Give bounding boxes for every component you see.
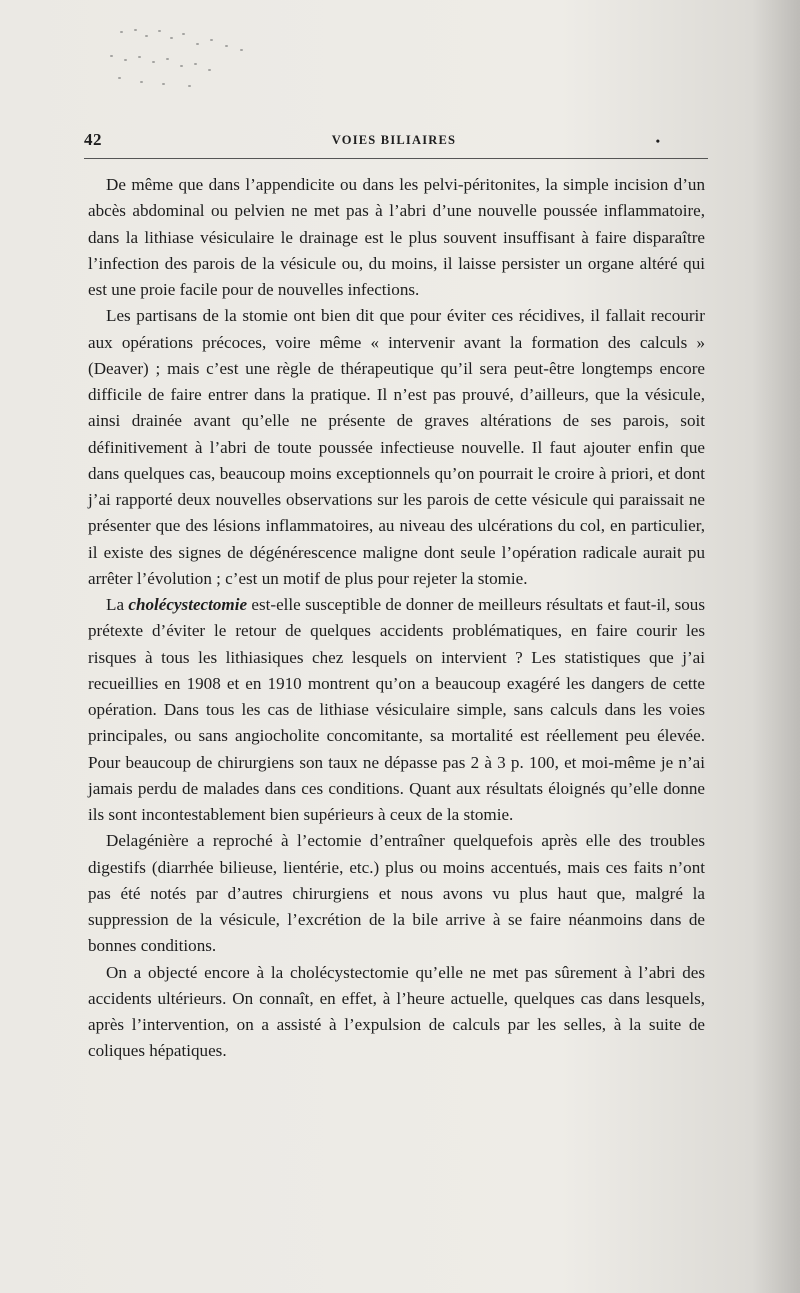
header-rule: [84, 158, 708, 159]
running-head-title: VOIES BILIAIRES: [331, 133, 457, 147]
paragraph-2: Les partisans de la stomie ont bien dit que pour éviter ces récidives, il fallait recourir aux opérations précoces, voire même « intervenir avant la formation des calculs » (Deaver) ; mais c’est une règle de thérapeutique qu’il sera peut-être longtemps encore difficile de faire entrer dans la pratique. Il n’est pas prouvé, d’ailleurs, que la vésicule, ainsi drainée avant qu’elle ne présente de graves altérations de ses parois, soit définitivement à l’abri de toute poussée infectieuse nouvelle. Il faut ajouter enfin que dans quelques cas, beaucoup moins exceptionnels qu’on pourrait le croire à priori, et dont j’ai rapporté deux nouvelles observations sur les parois de cette vésicule qui paraissait ne présenter que des lésions inflammatoires, au niveau des ulcérations du col, en particulier, il existe des signes de dégénérescence maligne dont seule l’opération radicale aurait pu arrêter l’évolution ; c’est un motif de plus pour rejeter la stomie.: [88, 306, 705, 588]
paragraph-4: Delagénière a reproché à l’ectomie d’entraîner quelquefois après elle des troubles digestifs (diarrhée bilieuse, lientérie, etc.) plus ou moins accentués, mais ces faits n’ont pas été notés par d’autres chirurgiens et nous avons vu plus haut que, malgré la suppression de la vésicule, l’excrétion de la bile arrive à se faire néanmoins dans de bonnes conditions.: [88, 831, 705, 956]
body-text: [88, 172, 705, 1065]
emphasized-term: cholécystectomie: [128, 595, 248, 614]
paragraph-1: De même que dans l’appendicite ou dans les pelvi-péritonites, la simple incision d’un abcès abdominal ou pelvien ne met pas à l’abri d’une nouvelle poussée inflammatoire, dans la lithiase vésiculaire le drainage est le plus souvent insuffisant à faire disparaître l’infection des parois de la vésicule ou, du moins, il laisse persister un organe altéré qui est une proie facile pour de nouvelles infections.: [88, 175, 705, 299]
paragraph-5: On a objecté encore à la cholécystectomie qu’elle ne met pas sûrement à l’abri des accidents ultérieurs. On connaît, en effet, à l’heure actuelle, quelques cas dans lesquels, après l’intervention, on a assisté à l’expulsion de calculs par les selles, à la suite de coliques hépatiques.: [88, 962, 705, 1061]
paragraph-3: La cholécystectomie est-elle susceptible de donner de meilleurs résultats et faut-il, sous prétexte d’éviter le retour de quelques accidents problématiques, en faire courir les risques à tous les lithiasiques chez lesquels on intervient ? Les statistiques que j’ai recueillies en 1908 et en 1910 montrent qu’on a beaucoup exagéré les dangers de cette opération. Dans tous les cas de lithiase vésiculaire simple, sans calculs dans les voies principales, ou sans angiocholite concomitante, sa mortalité est réellement peu élevée. Pour beaucoup de chirurgiens son taux ne dépasse pas 2 à 3 p. 100, et moi-même je n’ai jamais perdu de malades dans ces conditions. Quant aux résultats éloignés qu’elle donne ils sont incontestablement bien supérieurs à ceux de la stomie.: [88, 595, 705, 824]
running-header: [84, 128, 704, 152]
header-dot: •: [655, 134, 660, 148]
print-speckles: [100, 25, 260, 95]
page-number: 42: [84, 130, 102, 149]
